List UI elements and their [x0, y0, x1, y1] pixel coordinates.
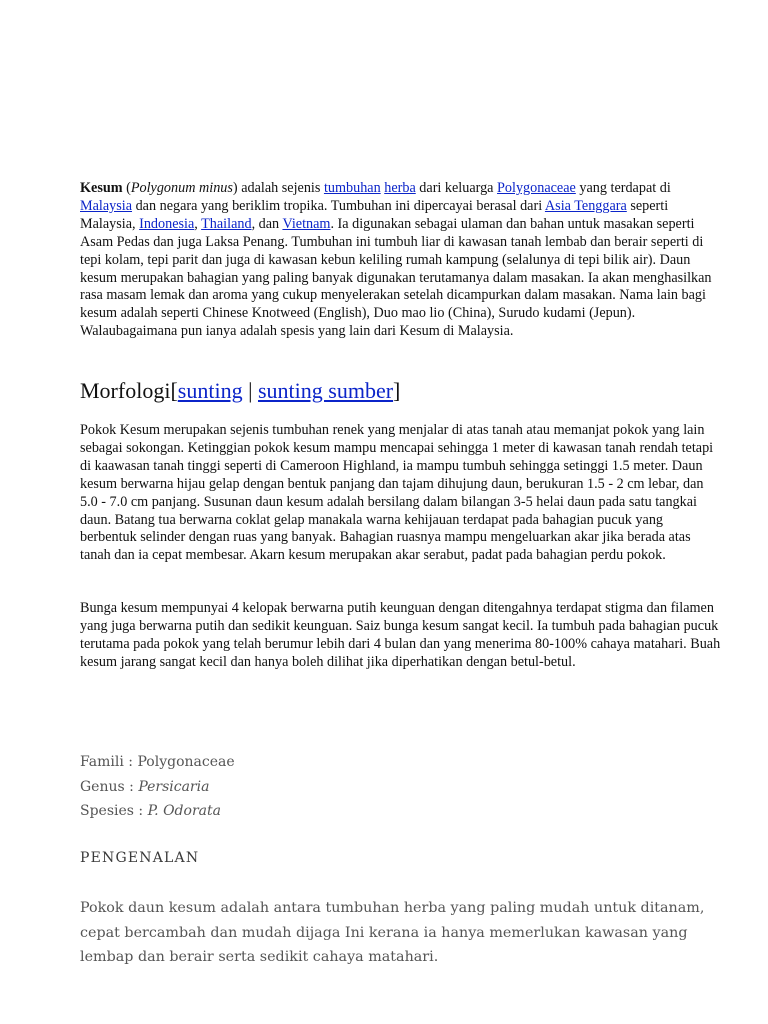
taxonomy-label: Spesies : — [80, 803, 148, 819]
text-fragment: . Ia digunakan sebagai ulaman dan bahan untuk masakan seperti Asam Pedas dan juga Laksa Penang. Tumbuhan ini tumbuh liar di kawasan tanah lembab dan berair seperti di tepi kolam, tepi parit dan juga di kawasan kebun keliling rumah kampung (selalunya di tepi bilik air). Daun kesum merupakan bahagian yang paling banyak digunakan terutamanya dalam masakan. Ia akan menghasilkan rasa masam lemak dan aroma yang cukup menyelerakan setelah dicampurkan dalam masakan. Nama lain bagi kesum adalah seperti Chinese Knotweed (English), Duo mao lio (China), Surudo kudami (Jepun). Walaubagaimana pun ianya adalah spesis yang lain dari Kesum di Malaysia. — [80, 215, 712, 340]
taxonomy-value: Persicaria — [138, 778, 210, 795]
link-thailand[interactable]: Thailand — [201, 215, 252, 232]
taxonomy-famili — [80, 750, 235, 775]
text-fragment: , dan — [251, 215, 283, 232]
link-vietnam[interactable]: Vietnam — [282, 215, 331, 232]
text-fragment: ( — [122, 180, 131, 196]
scientific-name: Polygonum minus — [130, 180, 233, 196]
taxonomy-label: Genus : — [80, 778, 139, 795]
taxonomy-label: Famili : — [80, 754, 138, 770]
link-tumbuhan[interactable]: tumbuhan — [323, 180, 381, 196]
heading-bracket: ] — [393, 378, 401, 403]
text-fragment: , — [194, 215, 202, 232]
text-fragment: dari keluarga — [415, 180, 498, 196]
edit-source-link[interactable]: sunting sumber — [257, 378, 394, 403]
intro-paragraph — [80, 180, 720, 341]
link-polygonaceae[interactable]: Polygonaceae — [497, 180, 576, 196]
taxonomy-genus — [80, 775, 235, 800]
paragraph-bunga: Bunga kesum mempunyai 4 kelopak berwarna putih keunguan dengan ditengahnya terdapat stigma dan filamen yang juga berwarna putih dan sedikit keunguan. Saiz bunga kesum sangat kecil. Ia tumbuh pada bahagian pucuk terutama pada pokok yang telah berumur lebih dari 4 bulan dan yang menerima 80-100% cahaya matahari. Buah kesum jarang sangat kecil dan hanya boleh dilihat jika diperhatikan dengan betul-betul. — [80, 600, 721, 670]
text-fragment: adalah sejenis — [237, 180, 324, 196]
link-asia-tenggara[interactable]: Asia Tenggara — [544, 197, 627, 214]
link-herba[interactable]: herba — [384, 180, 416, 196]
paragraph-pengenalan: Pokok daun kesum adalah antara tumbuhan herba yang paling mudah untuk ditanam, cepat bercambah dan mudah dijaga Ini kerana ia hanya memerlukan kawasan yang lembap dan berair serta sedikit cahaya matahari. — [80, 900, 705, 965]
edit-link[interactable]: sunting — [177, 378, 243, 403]
taxonomy-value: P. Odorata — [147, 803, 221, 819]
link-indonesia[interactable]: Indonesia — [139, 215, 195, 232]
taxonomy-spesies — [80, 799, 235, 824]
paragraph-pokok: Pokok Kesum merupakan sejenis tumbuhan renek yang menjalar di atas tanah atau memanjat pokok yang lain sebagai sokongan. Ketinggian pokok kesum mampu mencapai sehingga 1 meter di kawasan tanah rendah tetapi di kaawasan tanah tinggi seperti di Cameroon Highland, ia mampu tumbuh sehingga setinggi 1.5 meter. Daun kesum berwarna hijau gelap dengan bentuk panjang dan tajam dihujung daun, berukuran 1.5 - 2 cm lebar, dan 5.0 - 7.0 cm panjang. Susunan daun kesum adalah bersilang dalam bilangan 3-5 helai daun pada satu tangkai daun. Batang tua berwarna coklat gelap manakala warna kehijauan terdapat pada bahagian pucuk yang berbentuk selinder dengan ruas yang banyak. Bahagian ruasnya mampu mengeluarkan akar jika berada atas tanah dan ia cepat membesar. Akarn kesum merupakan akar serabut, padat pada bahagian perdu pokok. — [80, 422, 714, 564]
taxonomy-value: Polygonaceae — [137, 754, 235, 770]
text-fragment: yang terdapat di — [575, 180, 671, 196]
heading-pengenalan: PENGENALAN — [80, 850, 200, 866]
text-fragment: ) — [232, 180, 238, 196]
text-fragment: seperti Malaysia, — [80, 197, 669, 232]
term-kesum: Kesum — [80, 180, 123, 196]
heading-separator: | — [242, 378, 258, 403]
taxonomy-list — [80, 750, 235, 824]
heading-bracket: [ — [170, 378, 178, 403]
link-malaysia[interactable]: Malaysia — [80, 197, 133, 214]
heading-title: Morfologi — [80, 378, 171, 403]
section-heading-morfologi — [80, 376, 400, 406]
text-fragment: dan negara yang beriklim tropika. Tumbuhan ini dipercayai berasal dari — [132, 197, 545, 214]
